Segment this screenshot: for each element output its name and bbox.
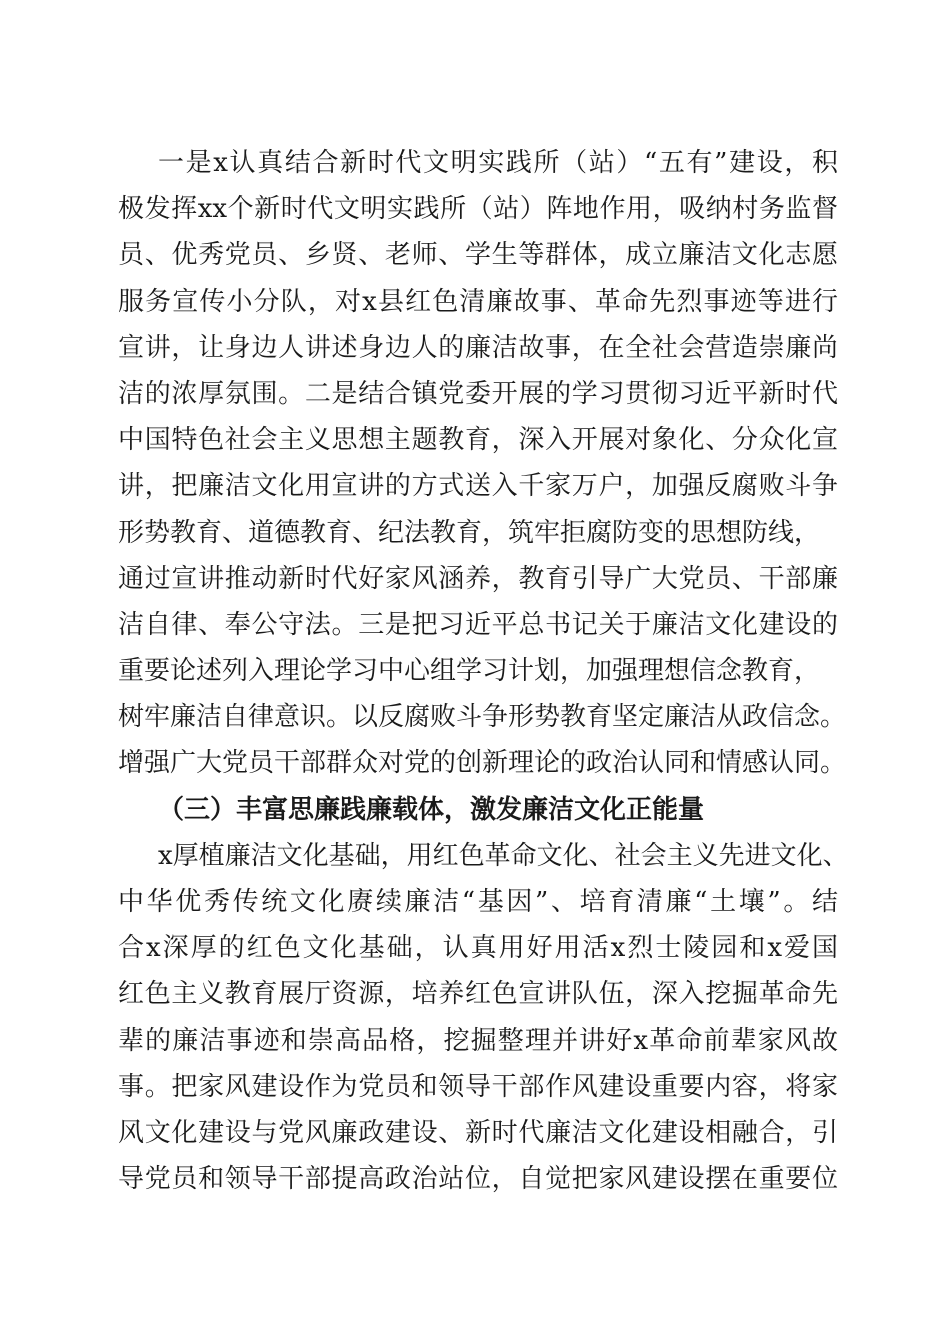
paragraph1-line: 洁自律、奉公守法。三是把习近平总书记关于廉洁文化建设的 [118,609,838,640]
paragraph2-line: 事。把家风建设作为党员和领导干部作风建设重要内容，将家 [118,1071,838,1102]
paragraph2-line: 中华优秀传统文化赓续廉洁“基因”、培育清廉“土壤”。结 [118,887,838,917]
paragraph2-line: 红色主义教育展厅资源，培养红色宣讲队伍，深入挖掘革命先 [118,979,838,1010]
document-body [118,140,849,1202]
paragraph1-line: 极发挥xx个新时代文明实践所（站）阵地作用，吸纳村务监督 [118,194,838,225]
paragraph1-line: 树牢廉洁自律意识。以反腐败斗争形势教育坚定廉洁从政信念。 [118,702,847,733]
paragraph1-line: 服务宣传小分队，对x县红色清廉故事、革命先烈事迹等进行 [118,286,838,317]
paragraph1-line: 洁的浓厚氛围。二是结合镇党委开展的学习贯彻习近平新时代 [118,378,838,409]
paragraph1-line: 重要论述列入理论学习中心组学习计划，加强理想信念教育， [118,656,821,687]
paragraph1-line: 增强广大党员干部群众对党的创新理论的政治认同和情感认同。 [118,748,847,779]
paragraph1-line: 员、优秀党员、乡贤、老师、学生等群体，成立廉洁文化志愿 [118,240,838,271]
paragraph1-line: 通过宣讲推动新时代好家风涵养，教育引导广大党员、干部廉 [118,563,838,594]
paragraph2-line: x厚植廉洁文化基础，用红色革命文化、社会主义先进文化、 [158,840,849,871]
section-heading: （三）丰富思廉践廉载体，激发廉洁文化正能量 [158,794,705,825]
paragraph2-line: 导党员和领导干部提高政治站位，自觉把家风建设摆在重要位 [118,1164,838,1195]
paragraph2-line: 风文化建设与党风廉政建设、新时代廉洁文化建设相融合，引 [118,1117,838,1148]
paragraph2-line: 辈的廉洁事迹和崇高品格，挖掘整理并讲好x革命前辈家风故 [118,1025,838,1056]
paragraph1-line: 形势教育、道德教育、纪法教育，筑牢拒腐防变的思想防线， [118,517,821,548]
paragraph2-line: 合x深厚的红色文化基础，认真用好用活x烈士陵园和x爱国 [118,933,838,964]
paragraph1-line: 宣讲，让身边人讲述身边人的廉洁故事，在全社会营造崇廉尚 [118,332,838,363]
paragraph1-line: 中国特色社会主义思想主题教育，深入开展对象化、分众化宣 [118,425,838,456]
paragraph1-line: 一是x认真结合新时代文明实践所（站）“五有”建设，积 [158,148,838,178]
paragraph1-line: 讲，把廉洁文化用宣讲的方式送入千家万户，加强反腐败斗争 [118,471,838,502]
